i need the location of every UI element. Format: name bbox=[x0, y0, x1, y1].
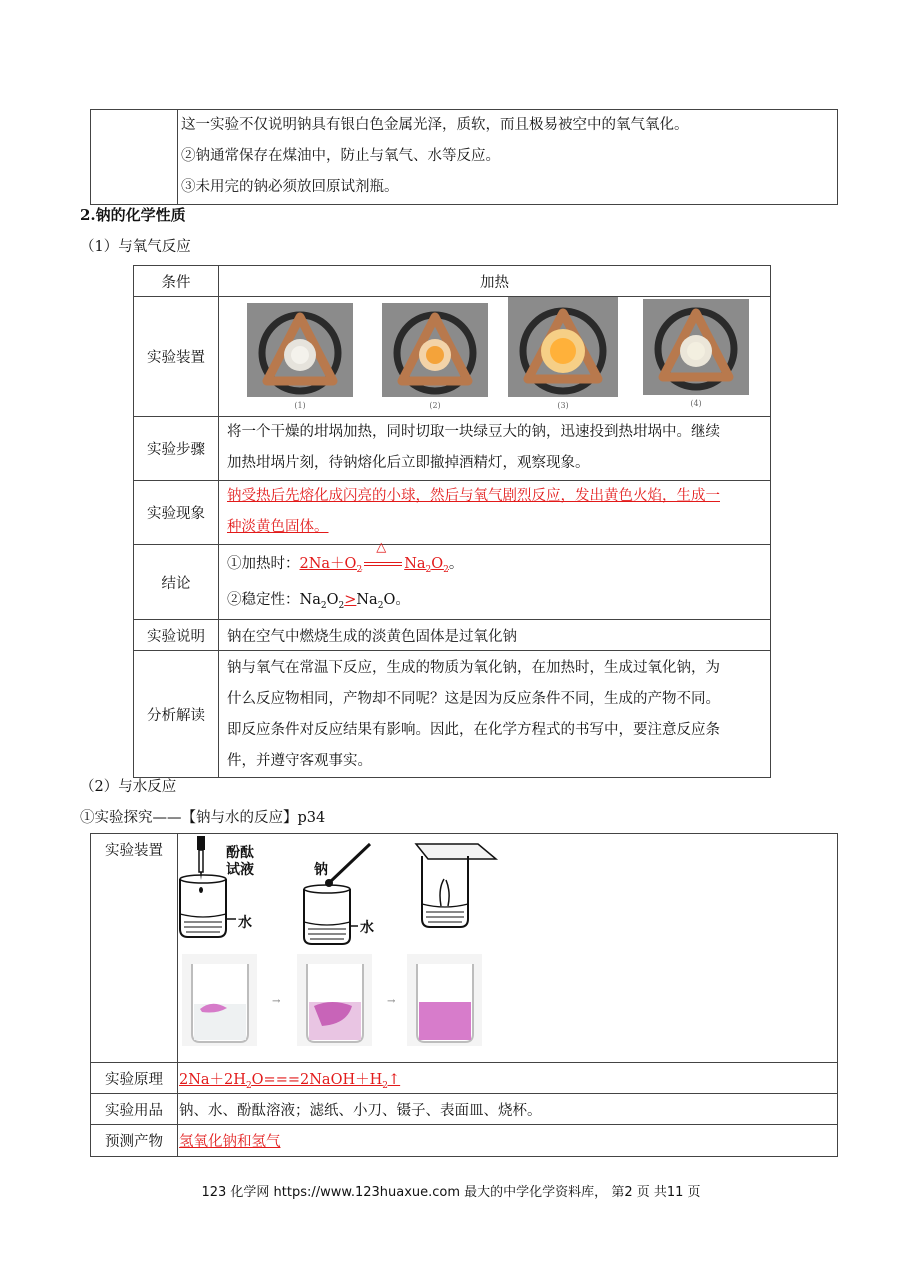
oxygen-table bbox=[133, 265, 771, 778]
beaker-covered-drawing bbox=[416, 844, 496, 927]
phenomenon-cell bbox=[219, 481, 771, 545]
water-device-cell bbox=[178, 834, 838, 1063]
row-analysis-label: 分析解读 bbox=[134, 651, 219, 778]
section-title: 2.钠的化学性质 bbox=[80, 206, 186, 224]
top-line-1: 这一实验不仅说明钠具有银白色金属光泽，质软，而且极易被空中的氧气氧化。 bbox=[181, 117, 689, 133]
crucible-photo-1: (1) bbox=[247, 303, 353, 407]
label-water-2: 水 bbox=[360, 920, 374, 936]
analysis-cell bbox=[219, 651, 771, 778]
row-steps-label: 实验步骤 bbox=[134, 417, 219, 481]
beaker-photo-2 bbox=[297, 954, 372, 1046]
principle-equation: $2Na+2H_2O===2NaOH+H_2↑$ bbox=[179, 1071, 401, 1091]
header-heating: 加热 bbox=[219, 266, 771, 297]
phenomenon-line-1: 钠受热后先熔化成闪亮的小球，然后与氧气剧烈反应，发出黄色火焰，生成一 bbox=[227, 488, 720, 504]
beaker-photo-1 bbox=[182, 954, 257, 1046]
phenomenon-line-2: 种淡黄色固体。 bbox=[227, 519, 329, 535]
principle-cell bbox=[178, 1063, 838, 1094]
conclusion-cell bbox=[219, 540, 771, 620]
top-line-3: ③未用完的钠必须放回原试剂瓶。 bbox=[181, 179, 399, 195]
crucible-image-2 bbox=[382, 303, 488, 397]
water-row-predict-label: 预测产物 bbox=[91, 1125, 178, 1157]
conclusion-line-2: ②稳定性：$Na_2O_2>Na_2O$。 bbox=[227, 592, 410, 611]
row-device-label: 实验装置 bbox=[134, 297, 219, 417]
eq-heating: $2Na+O_2$ △ $Na_2O_2$ bbox=[300, 556, 449, 572]
steps-cell bbox=[219, 417, 771, 481]
top-table-left-cell bbox=[91, 110, 178, 205]
subsection-water: （2）与水反应 bbox=[80, 779, 177, 795]
conclusion-line-1: ①加热时：$2Na+O_2$ △ $Na_2O_2$。 bbox=[227, 545, 770, 583]
header-condition: 条件 bbox=[134, 266, 219, 297]
label-phenol: 酚酞 bbox=[226, 845, 254, 861]
svg-text:→: → bbox=[272, 996, 281, 1007]
page-footer: 123 化学网 https://www.123huaxue.com 最大的中学化学资料库， 第2 页 共11 页 bbox=[201, 1185, 701, 1200]
steps-line-1: 将一个干燥的坩埚加热，同时切取一块绿豆大的钠，迅速投到热坩埚中。继续 bbox=[227, 424, 720, 440]
water-table bbox=[90, 833, 838, 1157]
analysis-line-4: 件，并遵守客观事实。 bbox=[227, 753, 372, 769]
crucible-photo-2: (2) bbox=[382, 303, 488, 407]
analysis-line-2: 什么反应物相同，产物却不同呢？这是因为反应条件不同，生成的产物不同。 bbox=[227, 691, 720, 707]
steps-line-2: 加热坩埚片刻，待钠熔化后立即撤掉酒精灯，观察现象。 bbox=[227, 455, 590, 471]
predict-cell: 氢氧化钠和氢气 bbox=[178, 1125, 838, 1157]
svg-text:→: → bbox=[387, 996, 396, 1007]
crucible-image-3 bbox=[508, 297, 618, 397]
label-water-1: 水 bbox=[238, 915, 252, 931]
water-explore-heading: ①实验探究——【钠与水的反应】p34 bbox=[80, 810, 326, 826]
water-row-device-label: 实验装置 bbox=[91, 834, 178, 1063]
crucible-photo-4: (4) bbox=[643, 299, 749, 407]
items-cell: 钠、水、酚酞溶液；滤纸、小刀、镊子、表面皿、烧杯。 bbox=[178, 1094, 838, 1125]
analysis-line-1: 钠与氧气在常温下反应，生成的物质为氧化钠，在加热时，生成过氧化钠，为 bbox=[227, 660, 720, 676]
subsection-oxygen: （1）与氧气反应 bbox=[80, 239, 191, 255]
note-cell: 钠在空气中燃烧生成的淡黄色固体是过氧化钠 bbox=[219, 620, 771, 651]
water-row-items-label: 实验用品 bbox=[91, 1094, 178, 1125]
beaker-photo-3 bbox=[407, 954, 482, 1046]
delta-arrow: △ bbox=[362, 547, 404, 581]
top-table bbox=[90, 109, 838, 205]
label-sodium: 钠 bbox=[314, 862, 328, 878]
top-line-2: ②钠通常保存在煤油中，防止与氧气、水等反应。 bbox=[181, 148, 500, 164]
row-phenomenon-label: 实验现象 bbox=[134, 481, 219, 545]
row-note-label: 实验说明 bbox=[134, 620, 219, 651]
label-reagent: 试液 bbox=[226, 862, 254, 878]
beaker-photos bbox=[182, 954, 482, 1049]
crucible-image-4 bbox=[643, 299, 749, 395]
water-row-principle-label: 实验原理 bbox=[91, 1063, 178, 1094]
row-conclusion-label: 结论 bbox=[134, 545, 219, 620]
crucible-photo-3: (3) bbox=[508, 297, 618, 407]
top-table-right-cell bbox=[178, 110, 838, 205]
analysis-line-3: 即反应条件对反应结果有影响。因此，在化学方程式的书写中，要注意反应条 bbox=[227, 722, 720, 738]
crucible-image-1 bbox=[247, 303, 353, 397]
crucible-photos bbox=[219, 297, 771, 417]
